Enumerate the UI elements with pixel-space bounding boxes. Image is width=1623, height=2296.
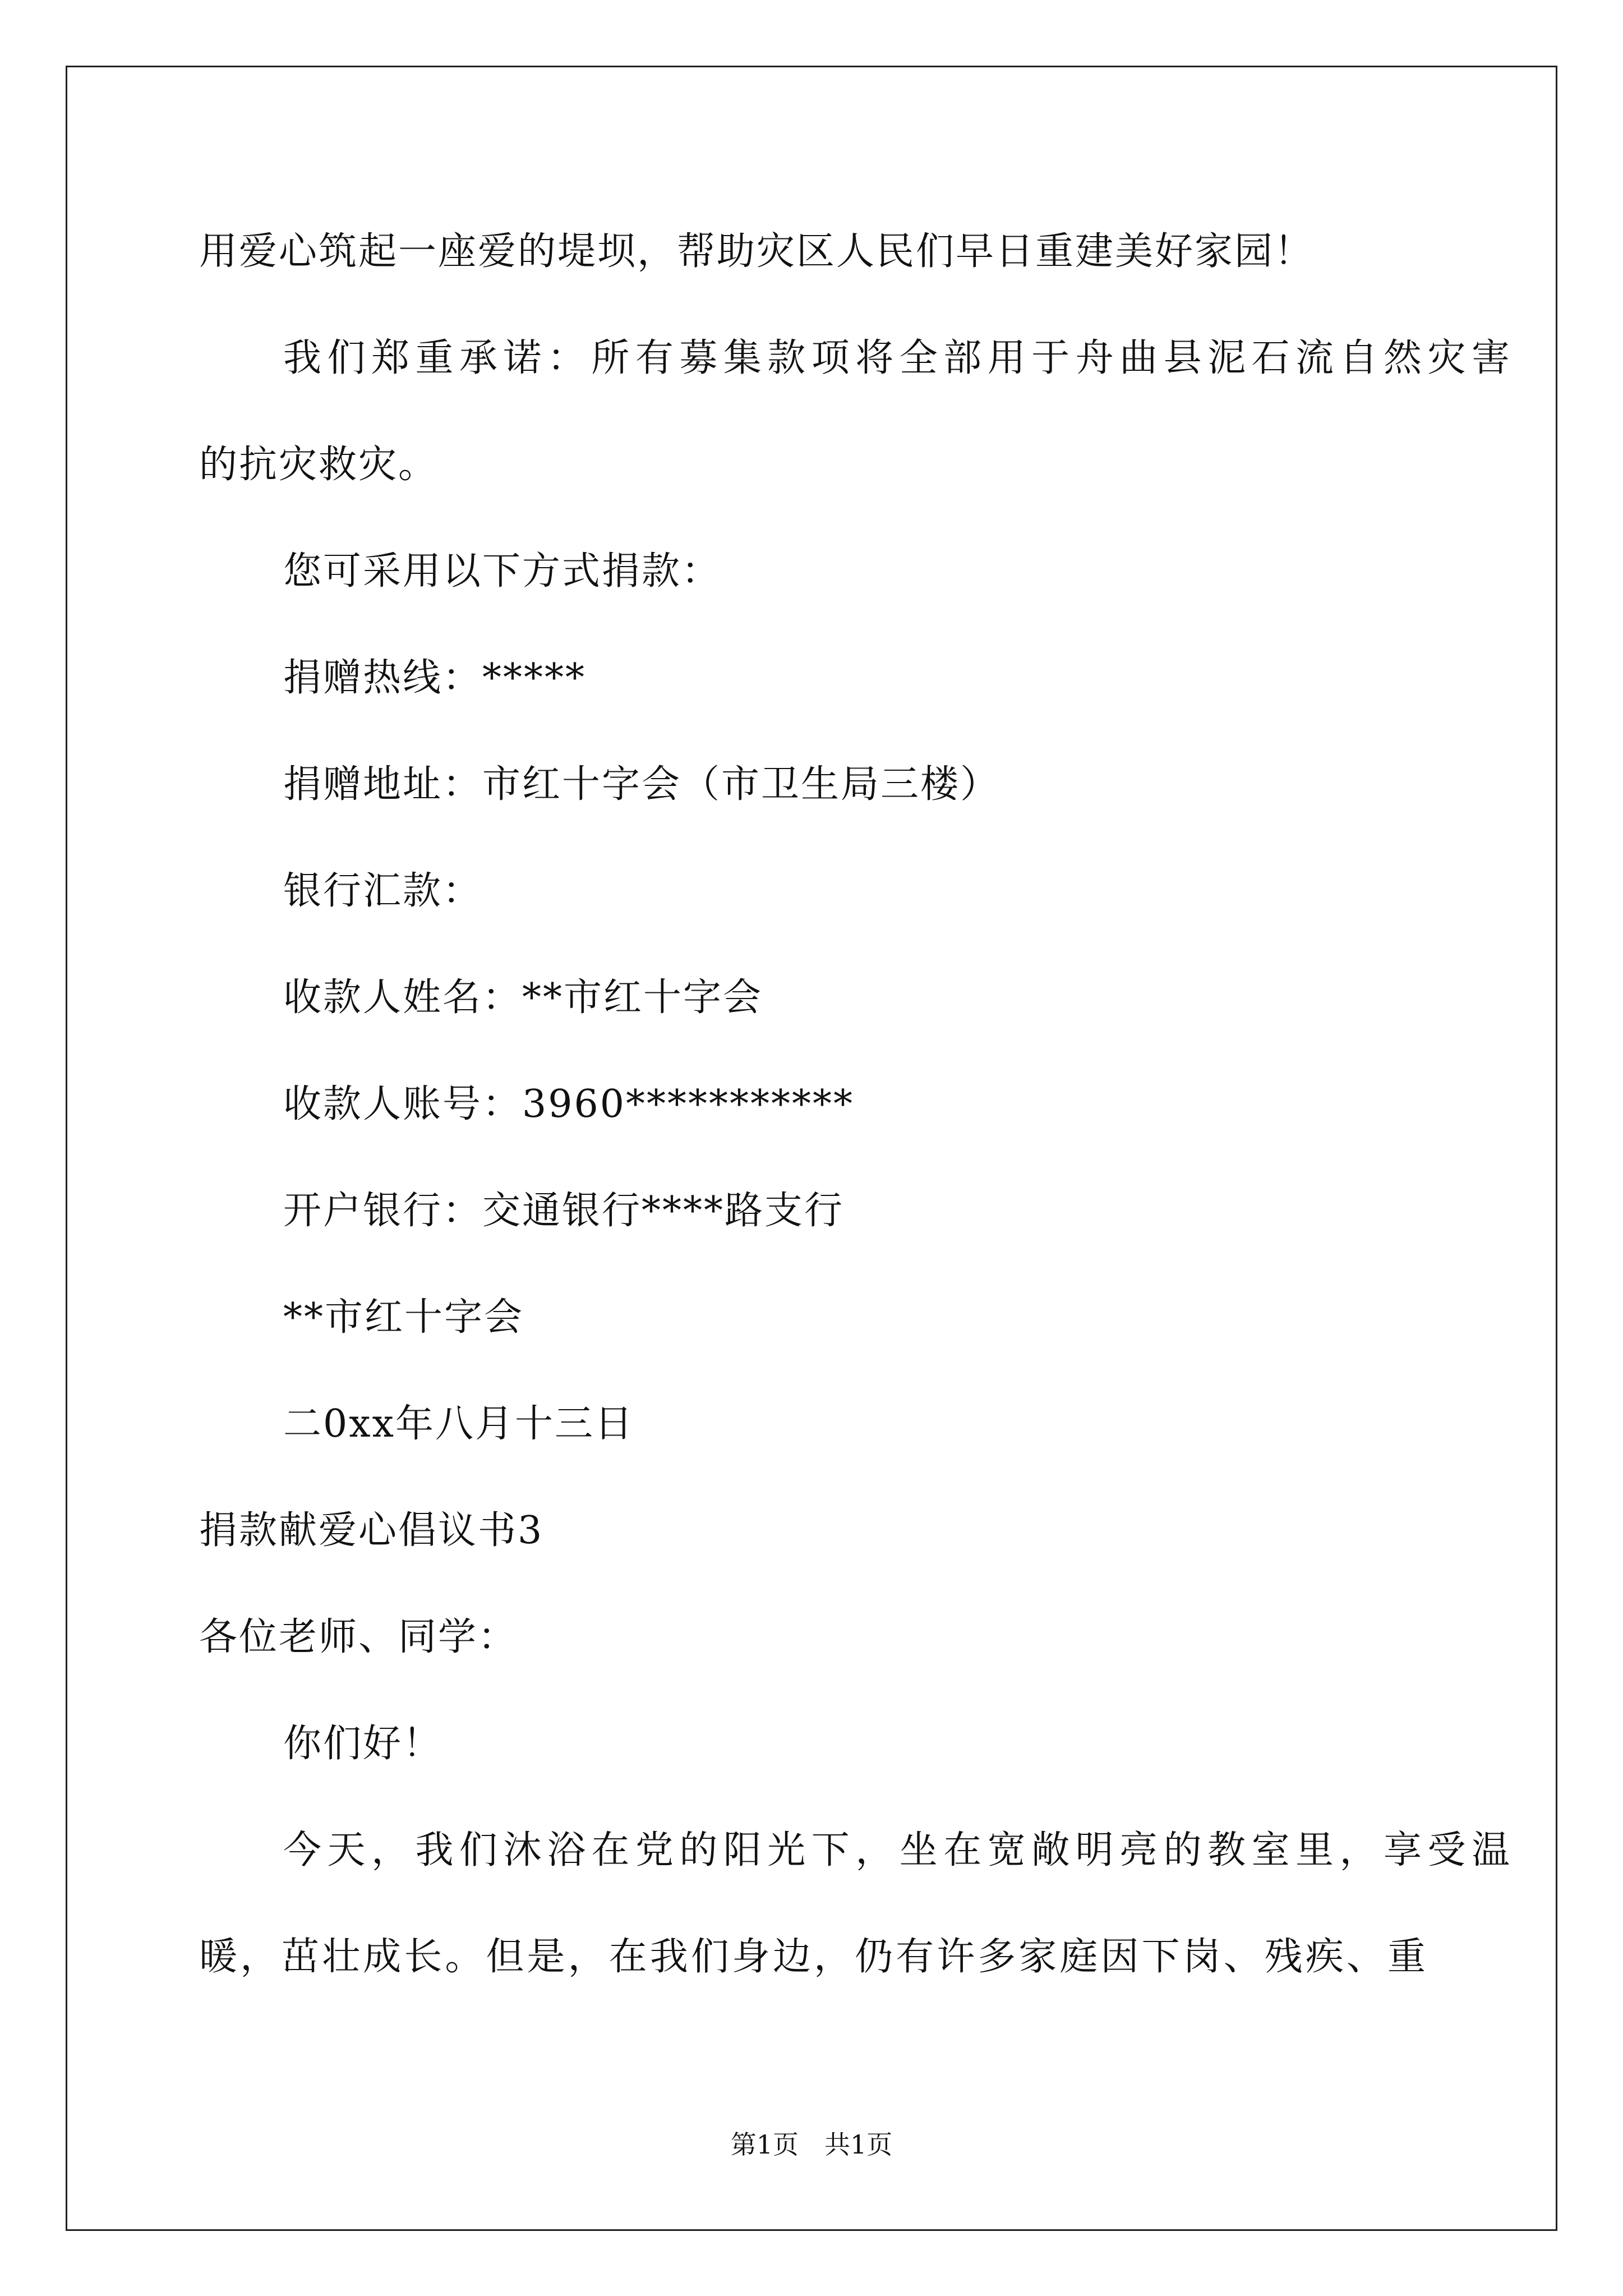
greeting: 你们好！ [283,1722,443,1766]
body-line-8: 收款人姓名：**市红十字会 [283,976,763,1020]
page-border [66,66,1557,2231]
body-line-4: 您可采用以下方式捐款： [283,549,722,593]
body-line-17: 暖，茁壮成长。但是，在我们身边，仍有许多家庭因下岗、残疾、重 [199,1935,1427,1979]
page-footer: 第1页 共1页 [730,2129,893,2160]
body-line-6: 捐赠地址：市红十字会（市卫生局三楼） [283,762,1000,807]
section-title: 捐款献爱心倡议书3 [199,1508,544,1553]
body-line-11: **市红十字会 [283,1295,524,1340]
body-line-2: 我们郑重承诺：所有募集款项将全部用于舟曲县泥石流自然灾害 [283,336,1511,380]
body-line-7: 银行汇款： [283,869,483,913]
body-line-16: 今天，我们沐浴在党的阳光下，坐在宽敞明亮的教室里，享受温 [283,1828,1511,1872]
body-line-3: 的抗灾救灾。 [199,443,439,487]
body-line-5: 捐赠热线：***** [283,656,587,700]
salutation: 各位老师、同学： [199,1615,518,1659]
body-line-1: 用爱心筑起一座爱的堤坝，帮助灾区人民们早日重建美好家园！ [199,229,1315,274]
body-line-9: 收款人账号：3960*********** [283,1082,855,1126]
body-line-12: 二0xx年八月十三日 [283,1402,634,1446]
body-line-10: 开户银行：交通银行****路支行 [283,1189,845,1233]
